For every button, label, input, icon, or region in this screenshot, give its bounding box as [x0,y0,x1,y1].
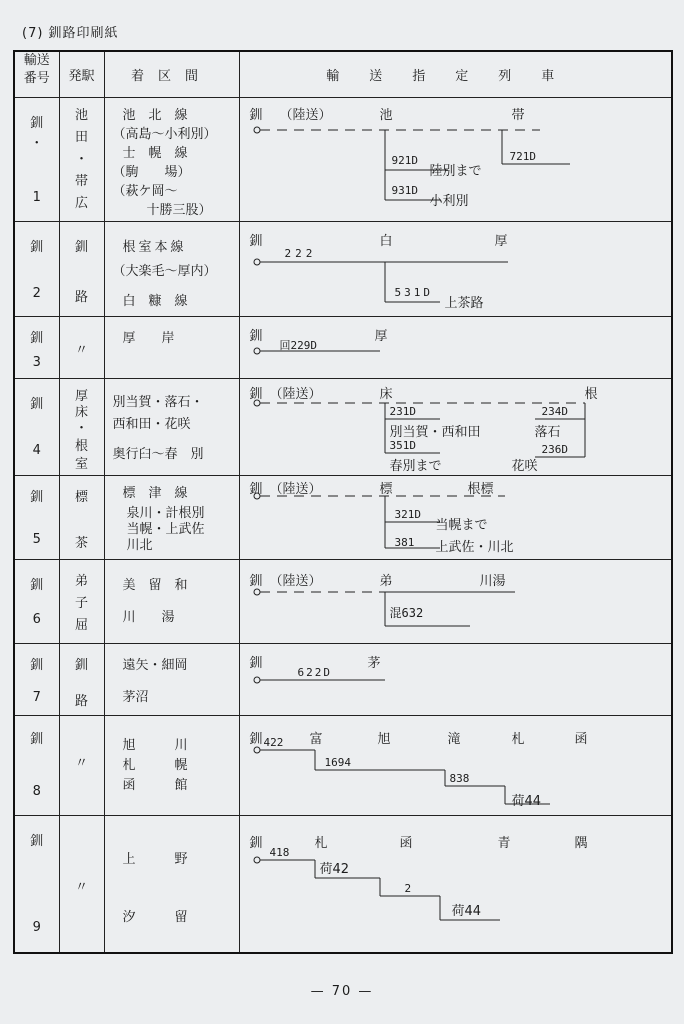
transport-no-cell: 釧 ・ 1 [14,97,59,221]
train-diagram: 釧 418 札 函 青 隅 荷42 2 荷44 [239,815,672,953]
origin-cell: 〃 [59,316,104,378]
header-transport-no: 輸送 番号 [14,51,59,97]
table-row [14,221,672,316]
section-cell: 厚 岸 [104,316,239,378]
page-number: — 70 — [310,984,374,999]
train-diagram: 釧 （陸送） 弟 川湯 混632 [239,559,672,643]
table-row [14,97,672,221]
header-trains: 輸送指定列車 [239,51,672,97]
transport-no-cell: 釧 6 [14,559,59,643]
route-lines [240,644,673,716]
origin-cell: 厚 床 ・ 根 室 [59,378,104,475]
table-row [14,316,672,378]
header-row [14,51,672,97]
train-diagram: 釧 茅 622D [239,643,672,715]
transport-no-cell: 釧 4 [14,378,59,475]
train-diagram: 釧 （陸送） 池 帯 921D 陸別まで 721D 931D 小利別 [239,97,672,221]
section-cell: 美 留 和 川 湯 [104,559,239,643]
table-row [14,643,672,715]
transport-no-cell: 釧 8 [14,715,59,815]
section-cell: 池 北 線 （高島〜小利別） 士 幌 線 （駒 場） （萩ケ岡〜 十勝三股） [104,97,239,221]
origin-cell: 〃 [59,715,104,815]
header-section: 着区間 [104,51,239,97]
table-row [14,378,672,475]
transport-no-cell: 釧 9 [14,815,59,953]
transport-no-cell: 釧 7 [14,643,59,715]
train-diagram: 釧 （陸送） 標 根標 321D 当幌まで 381 上武佐・川北 [239,475,672,559]
origin-cell: 釧 路 [59,643,104,715]
table-row [14,559,672,643]
origin-cell: 釧 路 [59,221,104,316]
origin-cell: 〃 [59,815,104,953]
origin-cell: 標 茶 [59,475,104,559]
section-cell: 遠矢・細岡 茅沼 [104,643,239,715]
section-cell: 上 野 汐 留 [104,815,239,953]
train-diagram: 釧 （陸送） 床 根 231D 234D 別当賀・西和田 落石 351D 236D 春別まで 花咲 [239,378,672,475]
transport-no-cell: 釧 2 [14,221,59,316]
header-origin: 発駅 [59,51,104,97]
train-diagram: 釧 回229D 厚 [239,316,672,378]
section-cell: 標 津 線 泉川・計根別 当幌・上武佐 川北 [104,475,239,559]
origin-cell: 池 田 ・ 帯 広 [59,97,104,221]
section-cell: 別当賀・落石・ 西和田・花咲 奥行臼〜春 別 [104,378,239,475]
section-cell: 根室本線 （大楽毛〜厚内） 白 糠 線 [104,221,239,316]
table-row [14,475,672,559]
train-diagram: 釧 422 富 旭 滝 札 函 1694 838 荷44 [239,715,672,815]
route-lines [240,816,673,954]
table-row [14,815,672,953]
origin-cell: 弟 子 屈 [59,559,104,643]
transport-no-cell: 釧 5 [14,475,59,559]
train-diagram: 釧 白 厚 222 531D 上茶路 [239,221,672,316]
transport-no-cell: 釧 3 [14,316,59,378]
page-title: (7) 釧路印刷紙 [22,26,119,41]
transport-table [13,50,673,954]
table-row [14,715,672,815]
section-cell: 旭 川 札 幌 函 館 [104,715,239,815]
